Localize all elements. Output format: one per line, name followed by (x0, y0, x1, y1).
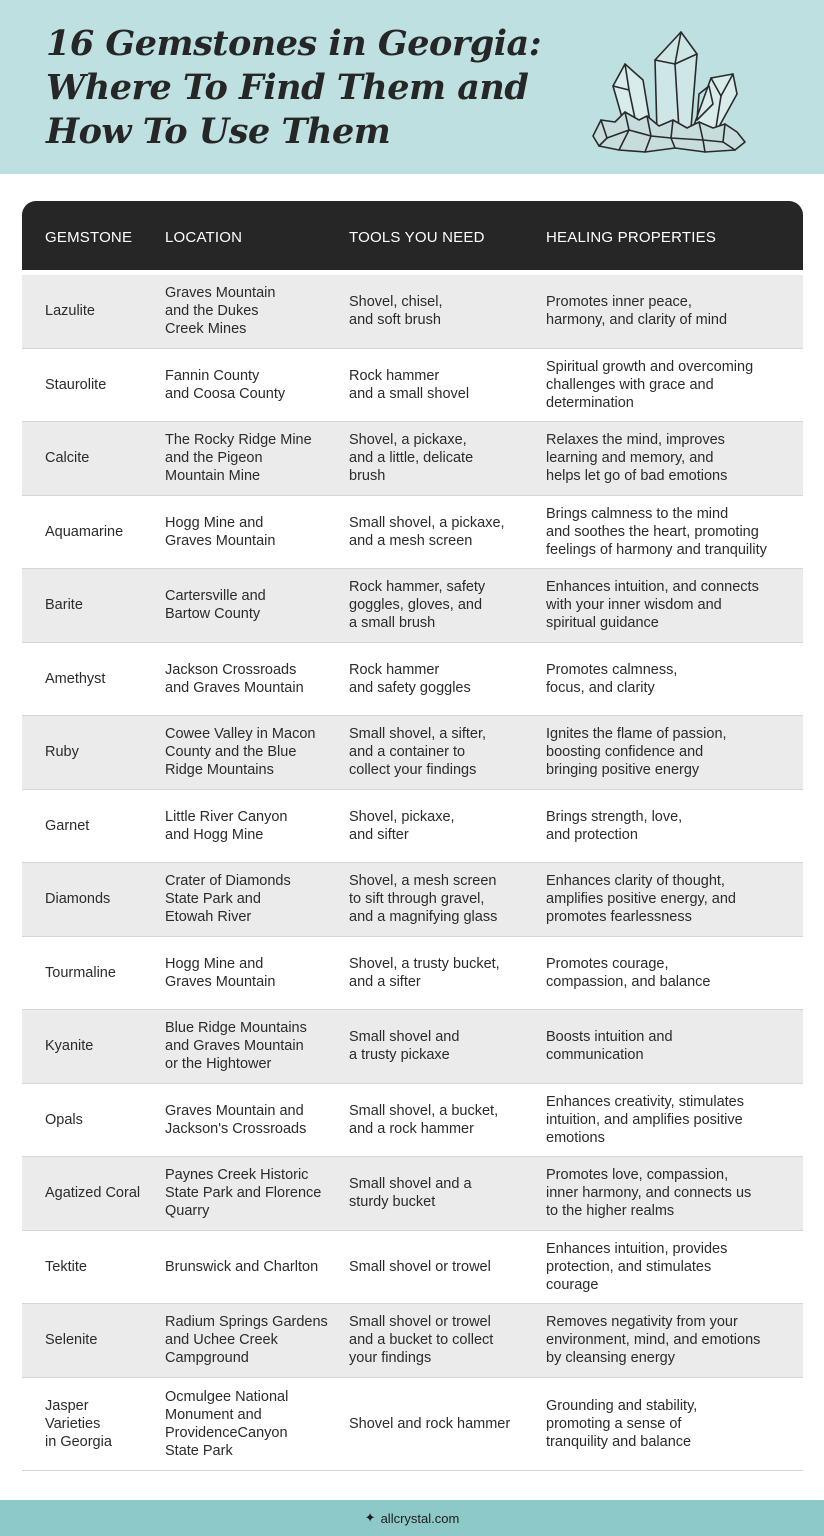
cell-text-line: Ocmulgee National (165, 1388, 289, 1405)
cell-healing (546, 725, 796, 779)
cell-text-line: Small shovel, a sifter, (349, 726, 486, 743)
cell-text-line: and soothes the heart, promoting (546, 523, 759, 540)
cell-text-line: in Georgia (45, 1433, 112, 1450)
cell-text-line: and soft brush (349, 312, 441, 329)
cell-text-line: and a little, delicate (349, 450, 474, 467)
cell-text-line: and Coosa County (165, 385, 286, 402)
cell-location (165, 808, 340, 844)
cell-text-line: sturdy bucket (349, 1194, 436, 1211)
cell-text-line: and Graves Mountain (165, 679, 304, 696)
cell-text-line: Barite (45, 597, 83, 614)
cell-text-line: harmony, and clarity of mind (546, 312, 728, 329)
cell-text-line: protection, and stimulates (546, 1258, 712, 1275)
cell-text-line: Ignites the flame of passion, (546, 726, 727, 743)
cell-text-line: Campground (165, 1350, 249, 1367)
cell-text-line: Shovel, pickaxe, (349, 808, 455, 825)
cell-gemstone (45, 302, 155, 320)
cell-text-line: Shovel, chisel, (349, 294, 443, 311)
cell-text-line: Kyanite (45, 1038, 94, 1055)
cell-text-line: Enhances clarity of thought, (546, 873, 725, 890)
cell-text-line: Diamonds (45, 891, 111, 908)
cell-location (165, 661, 340, 697)
cell-text-line: Enhances intuition, and connects (546, 579, 759, 596)
cell-healing (546, 661, 796, 697)
cell-text-line: Hogg Mine and (165, 955, 264, 972)
cell-text-line: and a container to (349, 744, 466, 761)
cell-tools (349, 808, 539, 844)
cell-text-line: challenges with grace and (546, 376, 714, 393)
table-row (22, 569, 803, 643)
title-line: Where To Find Them and (46, 67, 529, 108)
cell-text-line: by cleansing energy (546, 1350, 675, 1367)
table-row (22, 1010, 803, 1084)
cell-text-line: Graves Mountain (165, 285, 276, 302)
crystal-cluster-icon (585, 24, 755, 154)
cell-text-line: with your inner wisdom and (546, 597, 722, 614)
cell-text-line: Promotes calmness, (546, 661, 678, 678)
cell-text-line: and a mesh screen (349, 532, 473, 549)
cell-text-line: a trusty pickaxe (349, 1047, 450, 1064)
table-row (22, 1084, 803, 1158)
cell-text-line: Rock hammer (349, 367, 440, 384)
cell-location (165, 367, 340, 403)
cell-healing (546, 293, 796, 329)
cell-text-line: Lazulite (45, 303, 95, 320)
column-header-tools: TOOLS YOU NEED (349, 229, 485, 246)
cell-text-line: Shovel, a pickaxe, (349, 432, 467, 449)
cell-gemstone (45, 743, 155, 761)
cell-text-line: and protection (546, 826, 638, 843)
cell-location (165, 587, 340, 623)
cell-text-line: Grounding and stability, (546, 1397, 698, 1414)
cell-text-line: and the Dukes (165, 303, 259, 320)
cell-text-line: Ridge Mountains (165, 762, 274, 779)
cell-text-line: focus, and clarity (546, 679, 655, 696)
sparkle-icon: ✦ (364, 1510, 376, 1525)
cell-text-line: Etowah River (165, 909, 252, 926)
cell-location (165, 431, 340, 485)
cell-text-line: Ruby (45, 744, 79, 761)
cell-text-line: tranquility and balance (546, 1433, 692, 1450)
cell-text-line: State Park and Florence (165, 1185, 322, 1202)
cell-gemstone (45, 890, 155, 908)
cell-healing (546, 1093, 796, 1147)
footer-bar (0, 1500, 824, 1536)
cell-text-line: amplifies positive energy, and (546, 891, 736, 908)
cell-text-line: Boosts intuition and (546, 1029, 673, 1046)
cell-gemstone (45, 964, 155, 982)
cell-text-line: feelings of harmony and tranquility (546, 541, 767, 558)
cell-tools (349, 1415, 539, 1433)
table-row (22, 643, 803, 717)
cell-text-line: Quarry (165, 1203, 210, 1220)
cell-text-line: helps let go of bad emotions (546, 468, 728, 485)
cell-text-line: communication (546, 1047, 644, 1064)
cell-text-line: Creek Mines (165, 321, 247, 338)
table-row (22, 275, 803, 349)
table-row (22, 1304, 803, 1378)
cell-tools (349, 1258, 539, 1276)
cell-text-line: and Hogg Mine (165, 826, 264, 843)
cell-gemstone (45, 1331, 155, 1349)
cell-text-line: Amethyst (45, 670, 106, 687)
cell-gemstone (45, 523, 155, 541)
cell-location (165, 1313, 340, 1367)
cell-tools (349, 514, 539, 550)
cell-text-line: Small shovel and (349, 1029, 460, 1046)
cell-text-line: Radium Springs Gardens (165, 1314, 328, 1331)
cell-text-line: Varieties (45, 1415, 101, 1432)
cell-text-line: Tektite (45, 1258, 87, 1275)
cell-text-line: emotions (546, 1129, 605, 1146)
cell-tools (349, 1102, 539, 1138)
table-row (22, 1157, 803, 1231)
cell-text-line: Enhances creativity, stimulates (546, 1093, 744, 1110)
cell-text-line: promoting a sense of (546, 1415, 682, 1432)
table-body (22, 275, 803, 1471)
cell-healing (546, 808, 796, 844)
cell-text-line: learning and memory, and (546, 450, 714, 467)
cell-gemstone (45, 817, 155, 835)
column-header-healing: HEALING PROPERTIES (546, 229, 717, 246)
cell-text-line: boosting confidence and (546, 744, 704, 761)
cell-tools (349, 367, 539, 403)
cell-tools (349, 872, 539, 926)
cell-text-line: Small shovel or trowel (349, 1258, 491, 1275)
cell-text-line: Cowee Valley in Macon (165, 726, 316, 743)
cell-text-line: Small shovel or trowel (349, 1314, 491, 1331)
cell-text-line: Brunswick and Charlton (165, 1258, 319, 1275)
cell-text-line: Enhances intuition, provides (546, 1240, 728, 1257)
cell-text-line: Shovel, a mesh screen (349, 873, 497, 890)
table-row (22, 496, 803, 570)
cell-healing (546, 1028, 796, 1064)
cell-text-line: promotes fearlessness (546, 909, 692, 926)
table-row (22, 422, 803, 496)
cell-tools (349, 955, 539, 991)
page-title (46, 22, 566, 154)
header-banner (0, 0, 824, 174)
table-row (22, 790, 803, 864)
cell-gemstone (45, 1037, 155, 1055)
cell-text-line: Opals (45, 1111, 83, 1128)
table-row (22, 1378, 803, 1471)
cell-tools (349, 1313, 539, 1367)
cell-gemstone (45, 376, 155, 394)
cell-tools (349, 578, 539, 632)
cell-text-line: Monument and (165, 1406, 262, 1423)
cell-text-line: Rock hammer (349, 661, 440, 678)
cell-text-line: Crater of Diamonds (165, 873, 291, 890)
cell-text-line: and sifter (349, 826, 409, 843)
cell-text-line: Rock hammer, safety (349, 579, 486, 596)
cell-location (165, 1166, 340, 1220)
cell-text-line: Spiritual growth and overcoming (546, 358, 754, 375)
cell-text-line: Bartow County (165, 606, 261, 623)
cell-text-line: and Graves Mountain (165, 1038, 304, 1055)
cell-text-line: Removes negativity from your (546, 1314, 738, 1331)
cell-text-line: Promotes courage, (546, 955, 669, 972)
cell-text-line: environment, mind, and emotions (546, 1332, 761, 1349)
title-line: 16 Gemstones in Georgia: (46, 23, 542, 64)
cell-healing (546, 431, 796, 485)
cell-text-line: Tourmaline (45, 964, 116, 981)
table-row (22, 716, 803, 790)
cell-text-line: Cartersville and (165, 588, 266, 605)
cell-text-line: and the Pigeon (165, 450, 263, 467)
cell-text-line: Small shovel and a (349, 1176, 472, 1193)
cell-text-line: and Uchee Creek (165, 1332, 278, 1349)
cell-text-line: Promotes love, compassion, (546, 1167, 729, 1184)
cell-tools (349, 725, 539, 779)
cell-tools (349, 661, 539, 697)
cell-text-line: Graves Mountain (165, 973, 276, 990)
cell-text-line: Small shovel, a pickaxe, (349, 514, 505, 531)
cell-healing (546, 505, 796, 559)
cell-location (165, 1258, 340, 1276)
table-row (22, 937, 803, 1011)
cell-text-line: bringing positive energy (546, 762, 700, 779)
cell-text-line: Aquamarine (45, 523, 124, 540)
cell-healing (546, 358, 796, 412)
cell-text-line: Graves Mountain and (165, 1102, 304, 1119)
cell-healing (546, 955, 796, 991)
cell-tools (349, 293, 539, 329)
cell-text-line: courage (546, 1276, 599, 1293)
table-header (22, 201, 803, 270)
cell-text-line: compassion, and balance (546, 973, 711, 990)
cell-location (165, 1388, 340, 1460)
cell-text-line: Selenite (45, 1332, 98, 1349)
cell-text-line: and a rock hammer (349, 1120, 474, 1137)
cell-gemstone (45, 670, 155, 688)
cell-text-line: Brings strength, love, (546, 808, 683, 825)
cell-text-line: intuition, and amplifies positive (546, 1111, 743, 1128)
cell-healing (546, 1240, 796, 1294)
cell-gemstone (45, 596, 155, 614)
cell-text-line: Calcite (45, 450, 90, 467)
cell-text-line: or the Hightower (165, 1056, 272, 1073)
cell-tools (349, 431, 539, 485)
cell-text-line: Garnet (45, 817, 90, 834)
column-header-gemstone: GEMSTONE (45, 229, 133, 246)
title-line: How To Use Them (46, 111, 391, 152)
cell-location (165, 514, 340, 550)
cell-text-line: to the higher realms (546, 1203, 675, 1220)
cell-text-line: Fannin County (165, 367, 260, 384)
cell-text-line: a small brush (349, 615, 436, 632)
cell-location (165, 725, 340, 779)
cell-text-line: Staurolite (45, 376, 107, 393)
cell-text-line: County and the Blue (165, 744, 297, 761)
cell-text-line: Brings calmness to the mind (546, 505, 729, 522)
cell-location (165, 1019, 340, 1073)
cell-text-line: Shovel and rock hammer (349, 1415, 511, 1432)
cell-gemstone (45, 1184, 155, 1202)
cell-gemstone (45, 449, 155, 467)
table-row (22, 1231, 803, 1305)
column-header-location: LOCATION (165, 229, 243, 246)
cell-healing (546, 1397, 796, 1451)
cell-text-line: and a sifter (349, 973, 421, 990)
cell-tools (349, 1175, 539, 1211)
cell-text-line: ProvidenceCanyon (165, 1424, 288, 1441)
table-row (22, 349, 803, 423)
cell-text-line: and a small shovel (349, 385, 470, 402)
cell-location (165, 872, 340, 926)
cell-text-line: Paynes Creek Historic (165, 1167, 309, 1184)
cell-text-line: Small shovel, a bucket, (349, 1102, 499, 1119)
cell-gemstone (45, 1111, 155, 1129)
table-row (22, 863, 803, 937)
cell-text-line: to sift through gravel, (349, 891, 485, 908)
cell-location (165, 955, 340, 991)
cell-text-line: Promotes inner peace, (546, 294, 692, 311)
cell-text-line: Relaxes the mind, improves (546, 432, 725, 449)
cell-text-line: Mountain Mine (165, 468, 261, 485)
cell-text-line: collect your findings (349, 762, 477, 779)
cell-text-line: goggles, gloves, and (349, 597, 483, 614)
cell-text-line: inner harmony, and connects us (546, 1185, 752, 1202)
cell-location (165, 1102, 340, 1138)
footer-site: allcrystal.com (380, 1510, 460, 1526)
cell-text-line: brush (349, 468, 386, 485)
cell-text-line: Shovel, a trusty bucket, (349, 955, 500, 972)
cell-text-line: and safety goggles (349, 679, 471, 696)
cell-text-line: and a bucket to collect (349, 1332, 494, 1349)
cell-text-line: State Park (165, 1442, 233, 1459)
cell-text-line: Jackson Crossroads (165, 661, 297, 678)
cell-tools (349, 1028, 539, 1064)
cell-healing (546, 872, 796, 926)
cell-text-line: your findings (349, 1350, 432, 1367)
cell-text-line: Little River Canyon (165, 808, 288, 825)
cell-text-line: Jackson's Crossroads (165, 1120, 307, 1137)
cell-healing (546, 1313, 796, 1367)
cell-text-line: spiritual guidance (546, 615, 659, 632)
cell-text-line: and a magnifying glass (349, 909, 498, 926)
cell-gemstone (45, 1258, 155, 1276)
cell-location (165, 284, 340, 338)
gemstone-table (22, 201, 803, 1471)
cell-text-line: The Rocky Ridge Mine (165, 432, 312, 449)
cell-gemstone (45, 1397, 155, 1451)
cell-text-line: Blue Ridge Mountains (165, 1020, 307, 1037)
cell-healing (546, 1166, 796, 1220)
cell-text-line: Agatized Coral (45, 1185, 141, 1202)
cell-text-line: State Park and (165, 891, 261, 908)
cell-text-line: Jasper (45, 1397, 89, 1414)
cell-text-line: Hogg Mine and (165, 514, 264, 531)
cell-text-line: Graves Mountain (165, 532, 276, 549)
cell-healing (546, 578, 796, 632)
cell-text-line: determination (546, 394, 634, 411)
